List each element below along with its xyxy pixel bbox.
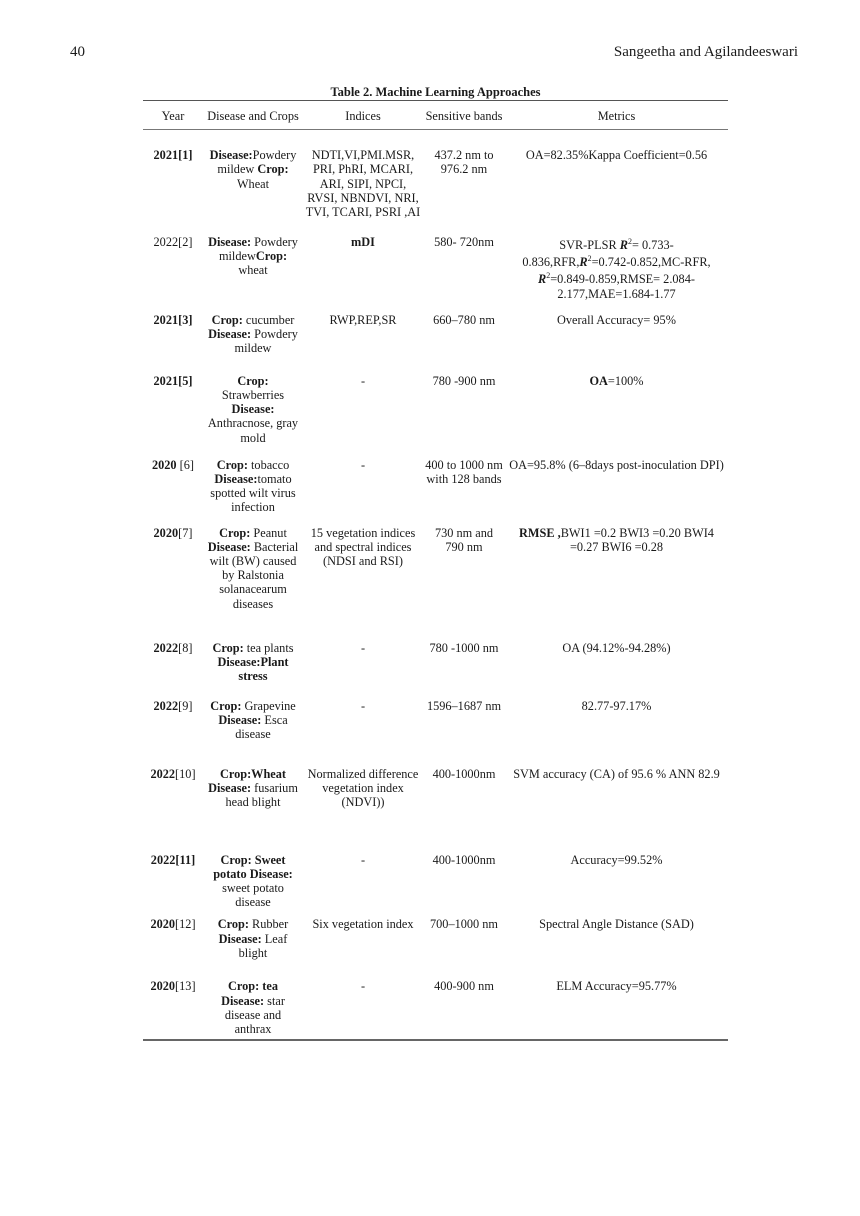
- table-row: [143, 687, 728, 755]
- text-run: Grapevine: [241, 698, 296, 713]
- text-run: =100%: [607, 373, 644, 388]
- cell-year: [143, 969, 203, 1039]
- text-run: =0.849-0.859,RMSE= 2.084-2.177,MAE=1.684-1.77: [550, 272, 695, 301]
- table-row: [143, 909, 728, 969]
- cell-disease-crops: [203, 515, 303, 629]
- year-bold: 2020: [150, 979, 176, 994]
- table-row: [143, 969, 728, 1039]
- cell-metrics: [505, 301, 728, 361]
- cell-year: [143, 687, 203, 755]
- text-run: Esca disease: [235, 712, 288, 742]
- bold-text: Disease:: [208, 234, 252, 249]
- table-row: [143, 130, 728, 223]
- year-reference: [9]: [178, 698, 193, 713]
- year-reference: 2022[2]: [153, 234, 193, 249]
- text-run: Bacterial wilt (BW) caused by Ralstonia solanacearum diseases: [209, 539, 299, 611]
- superscript: 2: [587, 254, 592, 263]
- text-run: Powdery mildew: [217, 148, 297, 177]
- cell-indices: [303, 755, 423, 843]
- text-run: = 0.733-0.836,RFR,: [522, 237, 674, 270]
- bold-text: Disease:: [231, 402, 275, 417]
- page-header: [70, 44, 798, 66]
- text-run: OA (94.12%-94.28%): [562, 640, 671, 655]
- text-run: fusarium head blight: [225, 780, 298, 810]
- bold-text: Disease:: [218, 931, 262, 946]
- cell-disease-crops: [203, 687, 303, 755]
- indices-bold: mDI: [351, 234, 375, 249]
- year-reference: [13]: [175, 979, 196, 994]
- year-reference: [12]: [175, 917, 196, 932]
- cell-year: [143, 909, 203, 969]
- bold-text: Disease:: [209, 148, 253, 163]
- cell-sensitive-bands: 700–1000 nm: [430, 917, 498, 932]
- bold-text: Crop:: [219, 525, 251, 540]
- cell-indices: [303, 223, 423, 301]
- cell-indices: [303, 515, 423, 629]
- table-caption: Table 2. Machine Learning Approaches: [330, 85, 541, 99]
- page-number: 40: [70, 44, 85, 60]
- bold-text: Crop:: [237, 373, 269, 388]
- text-run: Spectral Angle Distance (SAD): [539, 917, 694, 932]
- year-bold: 2022: [153, 698, 179, 713]
- cell-disease-crops: [203, 301, 303, 361]
- bold-text: Disease:Plant stress: [217, 654, 289, 684]
- text-run: Overall Accuracy= 95%: [557, 312, 676, 327]
- bold-text: Disease:: [214, 472, 258, 486]
- bold-text: Crop: Sweet potato Disease:: [213, 852, 293, 881]
- cell-sensitive-bands: 780 -900 nm: [432, 373, 496, 388]
- year-bold: 2020: [150, 917, 176, 932]
- cell-indices: [303, 969, 423, 1039]
- cell-year: [143, 755, 203, 843]
- cell-metrics: [505, 909, 728, 969]
- table-body: [143, 130, 728, 1040]
- indices-text: -: [360, 457, 366, 472]
- column-header-sensitive-bands: Sensitive bands: [425, 109, 503, 123]
- text-run: Powdery mildew: [234, 327, 298, 356]
- cell-sensitive-bands: 1596–1687 nm: [426, 698, 502, 713]
- column-header-disease-crops: Disease and Crops: [207, 109, 299, 123]
- table-row: [143, 515, 728, 629]
- year-bold: 2021[1]: [153, 148, 193, 163]
- indices-text: Normalized difference vegetation index (NDVI)): [307, 766, 419, 810]
- cell-disease-crops: [203, 130, 303, 223]
- bold-text: Crop:: [211, 312, 243, 327]
- cell-metrics: [505, 687, 728, 755]
- indices-text: RWP,REP,SR: [329, 312, 397, 327]
- text-run: Accuracy=99.52%: [570, 852, 663, 867]
- cell-metrics: [505, 130, 728, 223]
- table-row: [143, 446, 728, 515]
- cell-year: [143, 629, 203, 687]
- cell-sensitive-bands: 400-900 nm: [434, 979, 494, 994]
- cell-sensitive-bands: 400-1000nm: [432, 766, 496, 781]
- cell-disease-crops: [203, 755, 303, 843]
- year-reference: [6]: [176, 457, 194, 472]
- cell-year: [143, 515, 203, 629]
- cell-sensitive-bands: 730 nm and 790 nm: [434, 525, 494, 554]
- table-container: [143, 85, 728, 1041]
- year-bold: 2020: [153, 525, 179, 540]
- cell-metrics: [505, 843, 728, 910]
- text-run: tea plants: [243, 640, 294, 655]
- bold-text: Disease:: [218, 712, 262, 727]
- text-run: =0.742-0.852,MC-RFR,: [591, 255, 711, 270]
- cell-sensitive-bands: 400-1000nm: [432, 852, 496, 867]
- table-header-row: [143, 101, 728, 130]
- cell-sensitive-bands: 780 -1000 nm: [429, 640, 499, 655]
- cell-disease-crops: [203, 843, 303, 910]
- cell-year: [143, 446, 203, 515]
- text-run: SVR-PLSR: [559, 237, 620, 252]
- text-run: 82.77-97.17%: [581, 698, 652, 713]
- year-bold: 2022[11]: [150, 852, 196, 867]
- bold-text: Disease:: [208, 327, 252, 341]
- year-bold: 2022: [150, 766, 176, 781]
- cell-metrics: [505, 969, 728, 1039]
- year-bold: 2021[5]: [153, 373, 193, 388]
- text-run: tomato spotted wilt virus infection: [210, 472, 296, 515]
- cell-indices: [303, 446, 423, 515]
- bold-text: RMSE ,: [519, 525, 561, 540]
- column-header-year: Year: [161, 109, 185, 123]
- cell-metrics: [505, 755, 728, 843]
- text-run: tobacco: [247, 457, 290, 472]
- cell-year: [143, 223, 203, 301]
- indices-text: -: [360, 373, 366, 388]
- table-row: [143, 301, 728, 361]
- cell-metrics: [505, 361, 728, 446]
- text-run: Strawberries: [221, 388, 285, 402]
- indices-text: -: [360, 979, 366, 994]
- cell-indices: [303, 301, 423, 361]
- indices-text: 15 vegetation indices and spectral indices (NDSI and RSI): [310, 525, 416, 569]
- text-run: sweet potato disease: [222, 881, 284, 910]
- superscript: 2: [546, 271, 551, 281]
- cell-disease-crops: [203, 361, 303, 446]
- bold-text: Crop:: [216, 457, 248, 472]
- bold-text: Crop:: [257, 162, 289, 177]
- cell-metrics: [505, 515, 728, 629]
- bold-text: Crop:: [217, 917, 249, 932]
- cell-metrics: [505, 629, 728, 687]
- bold-text: Crop: tea Disease:: [221, 979, 278, 1008]
- cell-indices: [303, 909, 423, 969]
- cell-sensitive-bands: 580- 720nm: [434, 234, 494, 249]
- text-run: OA=95.8% (6–8days post-inoculation DPI): [509, 457, 724, 472]
- bold-text: OA: [589, 373, 608, 388]
- cell-indices: [303, 629, 423, 687]
- cell-sensitive-bands: 400 to 1000 nm with 128 bands: [425, 457, 503, 486]
- cell-indices: [303, 361, 423, 446]
- table-bottom-rule: [143, 1039, 728, 1041]
- superscript: 2: [627, 236, 632, 246]
- column-header-indices: Indices: [345, 109, 381, 123]
- cell-year: [143, 361, 203, 446]
- text-run: Peanut: [250, 525, 287, 540]
- math-variable: R: [538, 272, 547, 287]
- table-row: [143, 223, 728, 301]
- year-reference: [7]: [178, 525, 193, 540]
- year-reference: [8]: [178, 640, 193, 655]
- cell-disease-crops: [203, 446, 303, 515]
- text-run: SVM accuracy (CA) of 95.6 % ANN 82.9: [513, 766, 720, 781]
- cell-disease-crops: [203, 223, 303, 301]
- bold-text: Crop:Wheat Disease:: [208, 766, 287, 795]
- bold-text: Crop:: [212, 640, 244, 655]
- text-run: BWI1 =0.2 BWI3 =0.20 BWI4 =0.27 BWI6 =0.28: [560, 525, 714, 554]
- table-row: [143, 755, 728, 843]
- indices-text: Six vegetation index: [312, 917, 414, 932]
- indices-text: -: [360, 698, 366, 713]
- text-run: wheat: [238, 263, 268, 278]
- bold-text: Disease:: [207, 539, 251, 554]
- bold-text: Crop:: [255, 248, 288, 263]
- table-row: [143, 361, 728, 446]
- year-bold: 2020: [151, 457, 177, 472]
- math-variable: R: [619, 237, 628, 252]
- indices-text: NDTI,VI,PMI.MSR, PRI, PhRI, MCARI, ARI, SIPI, NPCI, RVSI, NBNDVI, NRI, TVI, TCARI, PSRI ,AI: [305, 148, 421, 220]
- text-run: cucumber: [242, 312, 295, 327]
- text-run: OA=82.35%Kappa Coefficient=0.56: [525, 148, 708, 163]
- indices-text: -: [360, 852, 366, 867]
- running-head: Sangeetha and Agilandeeswari: [613, 44, 798, 60]
- cell-disease-crops: [203, 969, 303, 1039]
- text-run: Wheat: [236, 176, 270, 191]
- cell-metrics: [505, 223, 728, 301]
- year-bold: 2022: [153, 640, 179, 655]
- text-run: Powdery mildew: [218, 234, 298, 263]
- cell-disease-crops: [203, 629, 303, 687]
- data-table: [143, 100, 728, 1039]
- cell-indices: [303, 130, 423, 223]
- bold-text: Crop:: [210, 698, 242, 713]
- text-run: Rubber: [248, 917, 289, 932]
- text-run: star disease and anthrax: [224, 993, 285, 1037]
- text-run: ELM Accuracy=95.77%: [556, 979, 677, 994]
- cell-sensitive-bands: 660–780 nm: [433, 312, 495, 327]
- year-bold: 2021[3]: [153, 312, 193, 327]
- cell-sensitive-bands: 437.2 nm to 976.2 nm: [434, 148, 494, 177]
- cell-disease-crops: [203, 909, 303, 969]
- indices-text: -: [360, 640, 366, 655]
- year-reference: [10]: [175, 766, 196, 781]
- cell-year: [143, 843, 203, 910]
- text-run: Leaf blight: [238, 931, 288, 960]
- text-run: Anthracnose, gray mold: [207, 416, 299, 445]
- cell-year: [143, 130, 203, 223]
- cell-year: [143, 301, 203, 361]
- math-variable: R: [579, 255, 588, 270]
- column-header-metrics: Metrics: [597, 109, 636, 123]
- cell-indices: [303, 843, 423, 910]
- table-row: [143, 843, 728, 910]
- cell-metrics: [505, 446, 728, 515]
- cell-indices: [303, 687, 423, 755]
- table-row: [143, 629, 728, 687]
